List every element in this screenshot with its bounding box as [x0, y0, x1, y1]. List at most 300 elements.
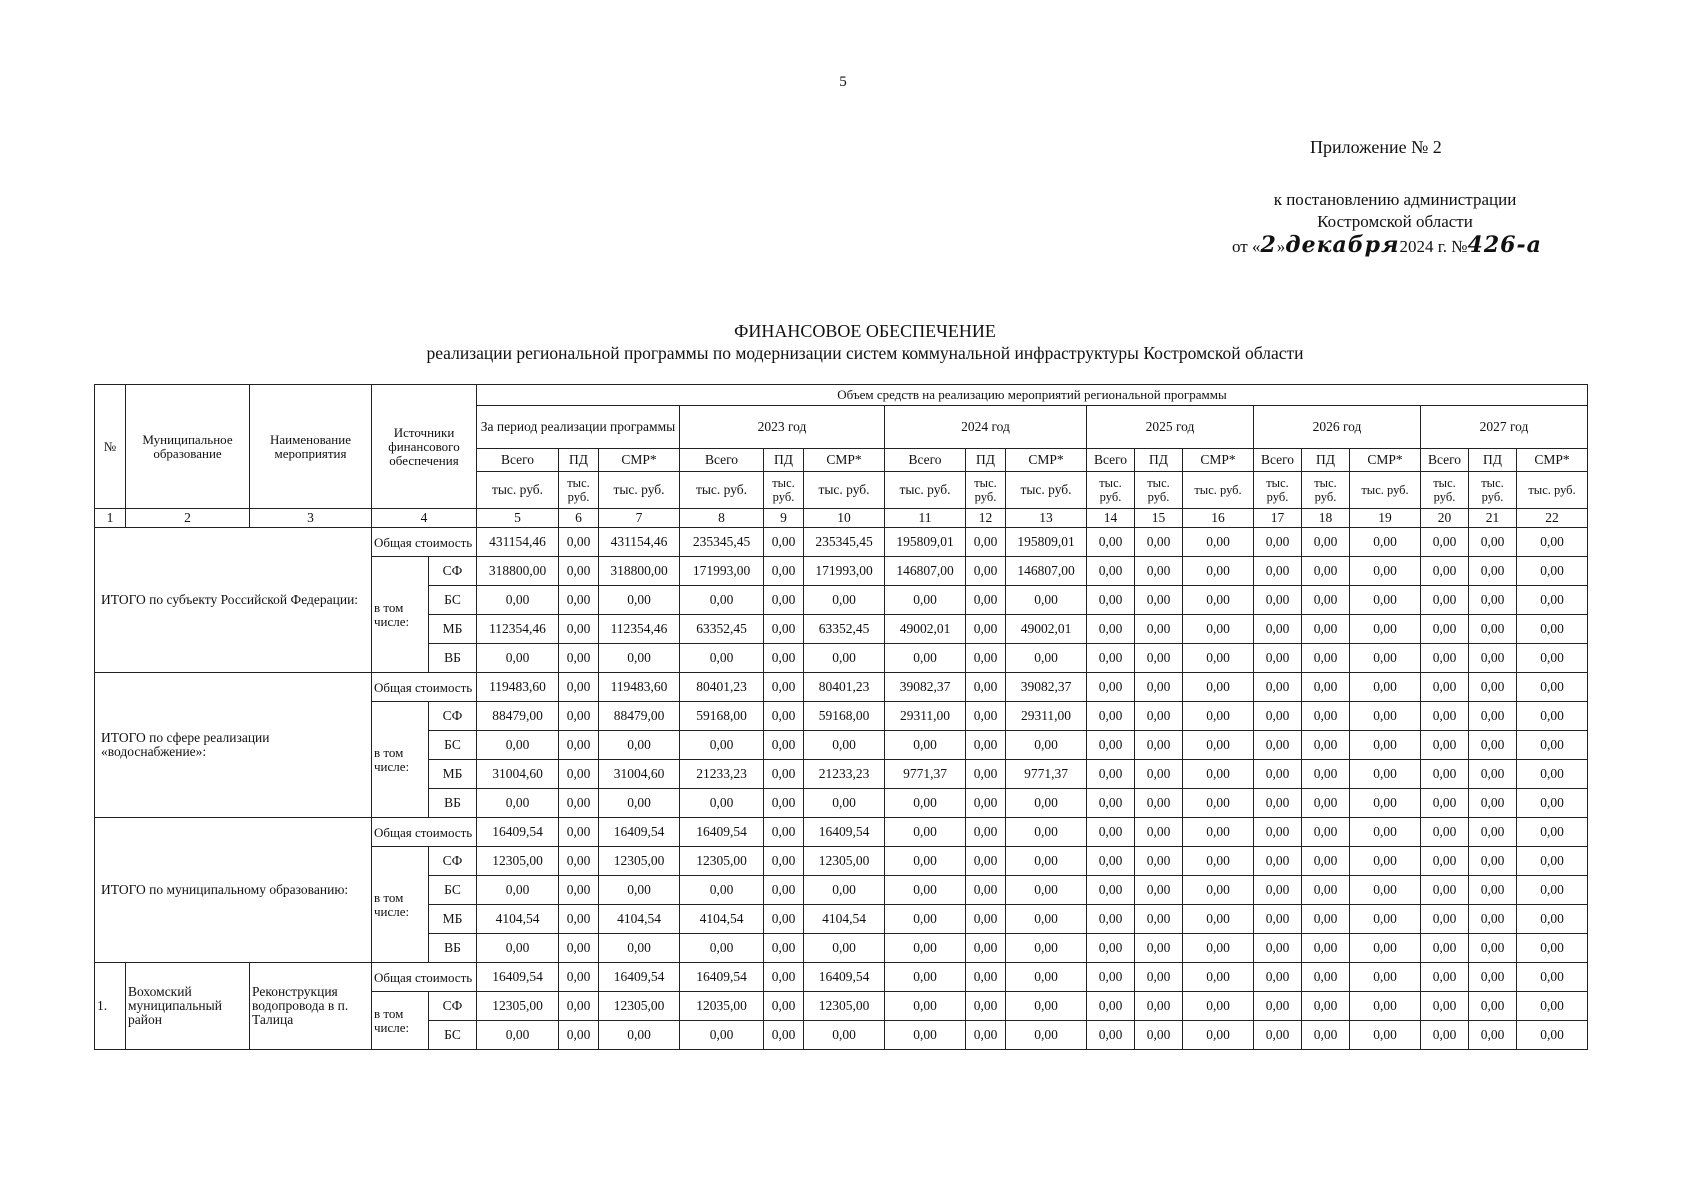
- header-sub-pd: ПД: [966, 449, 1006, 472]
- value-cell: 0,00: [1517, 557, 1588, 586]
- value-cell: 31004,60: [477, 760, 559, 789]
- value-cell: 0,00: [1006, 644, 1087, 673]
- value-cell: 0,00: [477, 789, 559, 818]
- value-cell: 12035,00: [680, 992, 764, 1021]
- value-cell: 0,00: [599, 731, 680, 760]
- value-cell: 0,00: [1183, 557, 1254, 586]
- value-cell: 0,00: [1469, 673, 1517, 702]
- header-period-2026: 2026 год: [1254, 406, 1421, 449]
- value-cell: 0,00: [1183, 528, 1254, 557]
- header-sub-smr: СМР*: [599, 449, 680, 472]
- value-cell: 0,00: [764, 1021, 804, 1050]
- value-cell: 146807,00: [1006, 557, 1087, 586]
- value-cell: 88479,00: [477, 702, 559, 731]
- value-cell: 0,00: [804, 876, 885, 905]
- value-cell: 0,00: [1254, 818, 1302, 847]
- decree-line-1: к постановлению администрации: [1273, 190, 1517, 209]
- column-number: 17: [1254, 509, 1302, 528]
- value-cell: 0,00: [680, 789, 764, 818]
- header-units: тыс. руб.: [559, 472, 599, 509]
- value-cell: 0,00: [966, 528, 1006, 557]
- date-mid: »: [1276, 237, 1286, 256]
- value-cell: 0,00: [559, 528, 599, 557]
- value-cell: 0,00: [559, 760, 599, 789]
- value-cell: 0,00: [1302, 789, 1350, 818]
- header-num: №: [95, 385, 126, 509]
- value-cell: 0,00: [1183, 934, 1254, 963]
- header-units: тыс. руб.: [966, 472, 1006, 509]
- value-cell: 0,00: [1087, 1021, 1135, 1050]
- value-cell: 4104,54: [804, 905, 885, 934]
- value-cell: 0,00: [1421, 992, 1469, 1021]
- value-cell: 4104,54: [477, 905, 559, 934]
- value-cell: 0,00: [1006, 847, 1087, 876]
- value-cell: 0,00: [1421, 702, 1469, 731]
- value-cell: 0,00: [1350, 731, 1421, 760]
- value-cell: 0,00: [1517, 789, 1588, 818]
- value-cell: 0,00: [680, 731, 764, 760]
- appendix-decree: [1240, 189, 1550, 233]
- value-cell: 0,00: [1350, 1021, 1421, 1050]
- value-cell: 0,00: [1135, 963, 1183, 992]
- value-cell: 0,00: [1087, 586, 1135, 615]
- value-cell: 0,00: [1517, 1021, 1588, 1050]
- value-cell: 0,00: [1183, 847, 1254, 876]
- value-cell: 0,00: [1517, 673, 1588, 702]
- value-cell: 0,00: [559, 789, 599, 818]
- value-cell: 0,00: [1006, 1021, 1087, 1050]
- table-row: [95, 528, 1588, 557]
- value-cell: 0,00: [966, 644, 1006, 673]
- value-cell: 0,00: [1302, 934, 1350, 963]
- including-label: в том числе:: [372, 992, 429, 1050]
- value-cell: 0,00: [1469, 789, 1517, 818]
- value-cell: 0,00: [559, 963, 599, 992]
- value-cell: 0,00: [559, 934, 599, 963]
- source-code: СФ: [429, 702, 477, 731]
- source-code: ВБ: [429, 934, 477, 963]
- value-cell: 0,00: [1469, 586, 1517, 615]
- value-cell: 0,00: [966, 673, 1006, 702]
- value-cell: 0,00: [885, 818, 966, 847]
- header-sources: Источники финансового обеспечения: [372, 385, 477, 509]
- value-cell: 0,00: [1254, 702, 1302, 731]
- value-cell: 0,00: [1350, 586, 1421, 615]
- value-cell: 0,00: [764, 586, 804, 615]
- total-cost-label: Общая стоимость: [372, 963, 477, 992]
- value-cell: 0,00: [1517, 963, 1588, 992]
- value-cell: 0,00: [1006, 789, 1087, 818]
- value-cell: 80401,23: [804, 673, 885, 702]
- value-cell: 0,00: [1087, 789, 1135, 818]
- source-code: МБ: [429, 615, 477, 644]
- value-cell: 0,00: [599, 789, 680, 818]
- value-cell: 0,00: [1135, 615, 1183, 644]
- column-number: 12: [966, 509, 1006, 528]
- value-cell: 0,00: [680, 1021, 764, 1050]
- decree-line-2: Костромской области: [1317, 212, 1473, 231]
- value-cell: 0,00: [1135, 789, 1183, 818]
- header-units: тыс. руб.: [1087, 472, 1135, 509]
- value-cell: 0,00: [1254, 847, 1302, 876]
- value-cell: 0,00: [680, 876, 764, 905]
- value-cell: 9771,37: [1006, 760, 1087, 789]
- value-cell: 0,00: [804, 731, 885, 760]
- header-sub-smr: СМР*: [1006, 449, 1087, 472]
- header-event: Наименование мероприятия: [250, 385, 372, 509]
- value-cell: 0,00: [1183, 731, 1254, 760]
- value-cell: 0,00: [885, 905, 966, 934]
- page-number: 5: [839, 74, 847, 90]
- financing-table: [94, 384, 1588, 1050]
- document-title: ФИНАНСОВОЕ ОБЕСПЕЧЕНИЕ: [734, 321, 996, 341]
- source-code: СФ: [429, 557, 477, 586]
- header-sub-smr: СМР*: [1350, 449, 1421, 472]
- value-cell: 12305,00: [599, 847, 680, 876]
- value-cell: 0,00: [559, 731, 599, 760]
- value-cell: 0,00: [1087, 818, 1135, 847]
- header-period-2023: 2023 год: [680, 406, 885, 449]
- value-cell: 0,00: [885, 1021, 966, 1050]
- header-units: тыс. руб.: [1254, 472, 1302, 509]
- value-cell: 16409,54: [804, 963, 885, 992]
- source-code: СФ: [429, 992, 477, 1021]
- value-cell: 0,00: [1254, 992, 1302, 1021]
- value-cell: 0,00: [1254, 644, 1302, 673]
- value-cell: 0,00: [1254, 876, 1302, 905]
- value-cell: 4104,54: [680, 905, 764, 934]
- value-cell: 0,00: [1302, 905, 1350, 934]
- column-number: 1: [95, 509, 126, 528]
- value-cell: 0,00: [477, 876, 559, 905]
- source-code: МБ: [429, 905, 477, 934]
- value-cell: 16409,54: [804, 818, 885, 847]
- value-cell: 0,00: [1350, 557, 1421, 586]
- column-number: 13: [1006, 509, 1087, 528]
- value-cell: 0,00: [1421, 876, 1469, 905]
- value-cell: 0,00: [1469, 731, 1517, 760]
- value-cell: 9771,37: [885, 760, 966, 789]
- including-label: в том числе:: [372, 702, 429, 818]
- header-units: тыс. руб.: [885, 472, 966, 509]
- including-label: в том числе:: [372, 847, 429, 963]
- value-cell: 0,00: [1135, 1021, 1183, 1050]
- value-cell: 0,00: [1469, 934, 1517, 963]
- table-header: [95, 385, 1588, 528]
- value-cell: 0,00: [1135, 586, 1183, 615]
- including-label: в том числе:: [372, 557, 429, 673]
- header-period-2024: 2024 год: [885, 406, 1087, 449]
- date-day-handwritten: 2: [1260, 232, 1277, 258]
- value-cell: 0,00: [1421, 586, 1469, 615]
- value-cell: 0,00: [1087, 644, 1135, 673]
- value-cell: 0,00: [764, 992, 804, 1021]
- value-cell: 0,00: [559, 847, 599, 876]
- source-code: ВБ: [429, 644, 477, 673]
- value-cell: 0,00: [559, 702, 599, 731]
- value-cell: 0,00: [885, 789, 966, 818]
- value-cell: 0,00: [559, 905, 599, 934]
- table-body: [95, 528, 1588, 1050]
- value-cell: 0,00: [1006, 934, 1087, 963]
- column-number: 20: [1421, 509, 1469, 528]
- value-cell: 49002,01: [1006, 615, 1087, 644]
- value-cell: 12305,00: [804, 992, 885, 1021]
- value-cell: 0,00: [559, 876, 599, 905]
- table-row: [95, 818, 1588, 847]
- value-cell: 0,00: [1350, 847, 1421, 876]
- value-cell: 0,00: [885, 992, 966, 1021]
- value-cell: 431154,46: [599, 528, 680, 557]
- value-cell: 0,00: [1254, 615, 1302, 644]
- value-cell: 0,00: [599, 876, 680, 905]
- value-cell: 171993,00: [804, 557, 885, 586]
- value-cell: 16409,54: [680, 963, 764, 992]
- value-cell: 0,00: [966, 702, 1006, 731]
- value-cell: 0,00: [1087, 760, 1135, 789]
- value-cell: 0,00: [1421, 644, 1469, 673]
- value-cell: 0,00: [1183, 992, 1254, 1021]
- value-cell: 59168,00: [804, 702, 885, 731]
- value-cell: 0,00: [559, 992, 599, 1021]
- column-number: 14: [1087, 509, 1135, 528]
- value-cell: 49002,01: [885, 615, 966, 644]
- value-cell: 0,00: [1087, 905, 1135, 934]
- value-cell: 0,00: [1087, 876, 1135, 905]
- value-cell: 88479,00: [599, 702, 680, 731]
- value-cell: 0,00: [1469, 1021, 1517, 1050]
- value-cell: 0,00: [599, 934, 680, 963]
- value-cell: 63352,45: [680, 615, 764, 644]
- value-cell: 0,00: [1469, 702, 1517, 731]
- value-cell: 0,00: [966, 992, 1006, 1021]
- value-cell: 0,00: [1469, 760, 1517, 789]
- value-cell: 235345,45: [804, 528, 885, 557]
- value-cell: 0,00: [1135, 702, 1183, 731]
- value-cell: 0,00: [885, 586, 966, 615]
- value-cell: 0,00: [559, 818, 599, 847]
- value-cell: 0,00: [1469, 963, 1517, 992]
- header-units: тыс. руб.: [680, 472, 764, 509]
- value-cell: 0,00: [1517, 992, 1588, 1021]
- value-cell: 0,00: [1087, 992, 1135, 1021]
- value-cell: 0,00: [764, 789, 804, 818]
- value-cell: 0,00: [885, 876, 966, 905]
- value-cell: 0,00: [885, 934, 966, 963]
- value-cell: 12305,00: [599, 992, 680, 1021]
- value-cell: 0,00: [1087, 557, 1135, 586]
- header-sub-total: Всего: [1254, 449, 1302, 472]
- value-cell: 39082,37: [1006, 673, 1087, 702]
- value-cell: 0,00: [1302, 876, 1350, 905]
- value-cell: 0,00: [1421, 760, 1469, 789]
- source-code: ВБ: [429, 789, 477, 818]
- header-sub-smr: СМР*: [804, 449, 885, 472]
- value-cell: 0,00: [1350, 905, 1421, 934]
- column-number: 11: [885, 509, 966, 528]
- value-cell: 0,00: [1517, 615, 1588, 644]
- item-municipality: Вохомский муниципальный район: [126, 963, 250, 1050]
- value-cell: 0,00: [1517, 586, 1588, 615]
- column-number: 3: [250, 509, 372, 528]
- column-number: 6: [559, 509, 599, 528]
- value-cell: 12305,00: [477, 847, 559, 876]
- value-cell: 0,00: [1006, 876, 1087, 905]
- value-cell: 0,00: [804, 1021, 885, 1050]
- value-cell: 0,00: [1183, 1021, 1254, 1050]
- value-cell: 0,00: [1135, 876, 1183, 905]
- value-cell: 0,00: [1254, 731, 1302, 760]
- value-cell: 0,00: [804, 789, 885, 818]
- value-cell: 0,00: [1006, 963, 1087, 992]
- header-units: тыс. руб.: [1517, 472, 1588, 509]
- appendix-title: Приложение № 2: [1310, 137, 1442, 157]
- value-cell: 0,00: [1469, 905, 1517, 934]
- value-cell: 0,00: [1302, 702, 1350, 731]
- value-cell: 0,00: [599, 1021, 680, 1050]
- value-cell: 0,00: [1421, 789, 1469, 818]
- value-cell: 0,00: [966, 818, 1006, 847]
- value-cell: 0,00: [1135, 731, 1183, 760]
- source-code: СФ: [429, 847, 477, 876]
- value-cell: 0,00: [1183, 702, 1254, 731]
- column-number: 2: [126, 509, 250, 528]
- value-cell: 0,00: [1517, 818, 1588, 847]
- value-cell: 0,00: [1087, 528, 1135, 557]
- value-cell: 31004,60: [599, 760, 680, 789]
- value-cell: 0,00: [680, 934, 764, 963]
- value-cell: 0,00: [1421, 731, 1469, 760]
- header-units: тыс. руб.: [1183, 472, 1254, 509]
- value-cell: 0,00: [1135, 557, 1183, 586]
- value-cell: 119483,60: [599, 673, 680, 702]
- header-sub-total: Всего: [680, 449, 764, 472]
- item-number: 1.: [95, 963, 126, 1050]
- value-cell: 0,00: [1517, 934, 1588, 963]
- value-cell: 0,00: [1183, 818, 1254, 847]
- value-cell: 0,00: [764, 673, 804, 702]
- value-cell: 0,00: [1350, 760, 1421, 789]
- value-cell: 0,00: [1135, 760, 1183, 789]
- header-municipality: Муниципальное образование: [126, 385, 250, 509]
- value-cell: 0,00: [1183, 615, 1254, 644]
- header-units: тыс. руб.: [1006, 472, 1087, 509]
- value-cell: 0,00: [1350, 644, 1421, 673]
- value-cell: 0,00: [966, 905, 1006, 934]
- column-number: 5: [477, 509, 559, 528]
- value-cell: 0,00: [1183, 876, 1254, 905]
- header-sub-total: Всего: [1087, 449, 1135, 472]
- value-cell: 0,00: [966, 934, 1006, 963]
- value-cell: 0,00: [1302, 1021, 1350, 1050]
- value-cell: 16409,54: [477, 818, 559, 847]
- value-cell: 112354,46: [477, 615, 559, 644]
- value-cell: 63352,45: [804, 615, 885, 644]
- item-event: Реконструкция водопровода в п. Талица: [250, 963, 372, 1050]
- value-cell: 0,00: [1469, 992, 1517, 1021]
- header-units: тыс. руб.: [1469, 472, 1517, 509]
- value-cell: 0,00: [764, 702, 804, 731]
- value-cell: 0,00: [1469, 818, 1517, 847]
- value-cell: 0,00: [1302, 847, 1350, 876]
- header-sub-total: Всего: [1421, 449, 1469, 472]
- value-cell: 0,00: [559, 615, 599, 644]
- total-cost-label: Общая стоимость: [372, 818, 477, 847]
- value-cell: 0,00: [680, 644, 764, 673]
- source-code: БС: [429, 731, 477, 760]
- value-cell: 0,00: [1421, 528, 1469, 557]
- column-number: 9: [764, 509, 804, 528]
- value-cell: 0,00: [1421, 934, 1469, 963]
- value-cell: 0,00: [1254, 963, 1302, 992]
- value-cell: 0,00: [1006, 905, 1087, 934]
- value-cell: 235345,45: [680, 528, 764, 557]
- value-cell: 0,00: [1350, 702, 1421, 731]
- value-cell: 0,00: [1302, 760, 1350, 789]
- value-cell: 0,00: [966, 615, 1006, 644]
- value-cell: 0,00: [1517, 644, 1588, 673]
- value-cell: 0,00: [966, 876, 1006, 905]
- value-cell: 0,00: [885, 644, 966, 673]
- value-cell: 16409,54: [599, 818, 680, 847]
- value-cell: 0,00: [559, 644, 599, 673]
- header-units: тыс. руб.: [1350, 472, 1421, 509]
- header-volume: Объем средств на реализацию мероприятий региональной программы: [477, 385, 1588, 406]
- source-code: МБ: [429, 760, 477, 789]
- column-number: 22: [1517, 509, 1588, 528]
- source-code: БС: [429, 1021, 477, 1050]
- column-number: 10: [804, 509, 885, 528]
- value-cell: 0,00: [477, 934, 559, 963]
- value-cell: 0,00: [1254, 586, 1302, 615]
- value-cell: 0,00: [1135, 934, 1183, 963]
- value-cell: 0,00: [1135, 644, 1183, 673]
- header-units: тыс. руб.: [1421, 472, 1469, 509]
- value-cell: 0,00: [1087, 673, 1135, 702]
- value-cell: 0,00: [966, 557, 1006, 586]
- value-cell: 0,00: [1254, 528, 1302, 557]
- value-cell: 0,00: [1183, 586, 1254, 615]
- value-cell: 21233,23: [680, 760, 764, 789]
- value-cell: 0,00: [1254, 789, 1302, 818]
- value-cell: 0,00: [1302, 992, 1350, 1021]
- value-cell: 0,00: [1135, 992, 1183, 1021]
- value-cell: 0,00: [1087, 963, 1135, 992]
- value-cell: 0,00: [966, 847, 1006, 876]
- header-sub-pd: ПД: [764, 449, 804, 472]
- value-cell: 0,00: [1135, 847, 1183, 876]
- column-number: 8: [680, 509, 764, 528]
- date-number-handwritten: 426-а: [1467, 232, 1542, 258]
- value-cell: 0,00: [559, 1021, 599, 1050]
- table-row: [95, 963, 1588, 992]
- value-cell: 0,00: [559, 673, 599, 702]
- value-cell: 0,00: [559, 586, 599, 615]
- column-number: 19: [1350, 509, 1421, 528]
- value-cell: 0,00: [1517, 847, 1588, 876]
- value-cell: 0,00: [1087, 702, 1135, 731]
- value-cell: 0,00: [1421, 615, 1469, 644]
- header-sub-pd: ПД: [1135, 449, 1183, 472]
- value-cell: 0,00: [764, 876, 804, 905]
- header-period-2027: 2027 год: [1421, 406, 1588, 449]
- date-year: 2024 г. №: [1399, 237, 1468, 256]
- value-cell: 12305,00: [477, 992, 559, 1021]
- value-cell: 0,00: [1421, 847, 1469, 876]
- header-sub-total: Всего: [477, 449, 559, 472]
- value-cell: 0,00: [1517, 731, 1588, 760]
- total-cost-label: Общая стоимость: [372, 528, 477, 557]
